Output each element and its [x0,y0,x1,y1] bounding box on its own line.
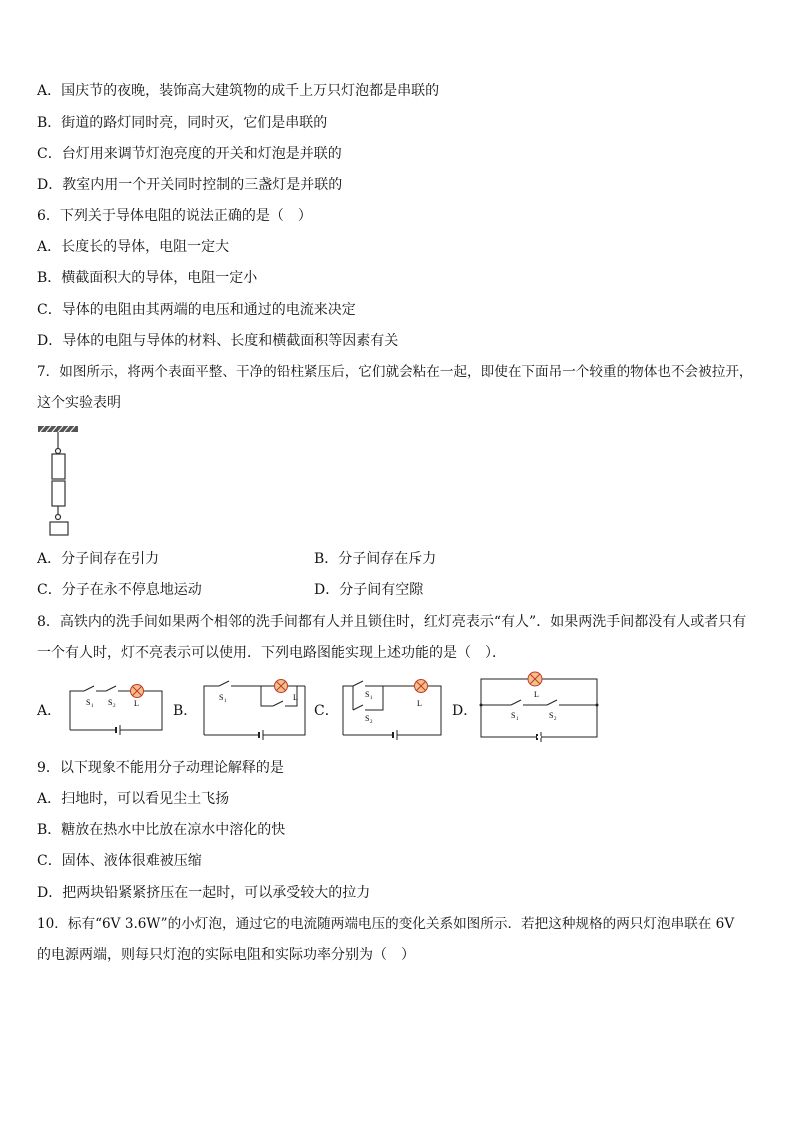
q8-option-b-letter: B． [173,703,198,719]
switch-s1-sub: 1 [224,699,227,704]
q5-option-d: D．教室内用一个开关同时控制的三盏灯是并联的 [37,177,343,193]
circuit-c [339,676,445,742]
q8-option-a-letter: A． [37,703,62,719]
q7-option-c: C．分子在永不停息地运动 [37,582,202,598]
q6-stem: 6．下列关于导体电阻的说法正确的是（ ） [37,208,312,224]
q9-option-a: A．扫地时，可以看见尘土飞扬 [37,791,230,807]
lamp-icon [131,685,144,698]
switch-s2-sub: 2 [113,704,116,709]
q6-option-d: D．导体的电阻与导体的材料、长度和横截面积等因素有关 [37,333,399,349]
q5-option-a: A．国庆节的夜晚，装饰高大建筑物的成千上万只灯泡都是串联的 [37,83,440,99]
switch-s1-sub: 1 [516,717,519,722]
switch-s1-sub: 1 [91,704,94,709]
q10-stem-line2: 的电源两端，则每只灯泡的实际电阻和实际功率分别为（ ） [37,947,415,963]
q7-stem-line1: 7．如图所示，将两个表面平整、干净的铅柱紧压后，它们就会粘在一起，即使在下面吊一个较重的物体也不会被拉开， [37,364,753,380]
q7-option-b: B．分子间存在斥力 [314,551,437,567]
switch-s1-sub: 1 [370,696,373,701]
switch-s2-sub: 2 [370,720,373,725]
q9-option-c: C．固体、液体很难被压缩 [37,853,202,869]
q7-option-a: A．分子间存在引力 [37,551,160,567]
switch-s2-label: S [365,714,370,723]
switch-s1-label: S [365,690,370,699]
q6-option-b: B．横截面积大的导体，电阻一定小 [37,270,258,286]
q6-option-a: A．长度长的导体，电阻一定大 [37,239,230,255]
lead-cylinders-figure [36,424,84,542]
q6-option-c: C．导体的电阻由其两端的电压和通过的电流来决定 [37,302,356,318]
lamp-label: L [293,693,298,702]
switch-s1-label: S [219,693,224,702]
q9-option-b: B．糖放在热水中比放在凉水中溶化的快 [37,822,286,838]
q8-stem-line2: 一个有人时，灯不亮表示可以使用．下列电路图能实现上述功能的是（ ）． [37,645,506,661]
q7-option-d: D．分子间有空隙 [314,582,424,598]
switch-s2-label: S [108,698,113,707]
switch-s1-label: S [86,698,91,707]
circuit-b [201,676,309,742]
q8-stem-line1: 8．高铁内的洗手间如果两个相邻的洗手间都有人并且锁住时，红灯亮表示“有人”．如果两洗手间都没有人或者只有 [37,614,747,630]
circuit-d [477,667,601,743]
q9-option-d: D．把两块铅紧紧挤压在一起时，可以承受较大的拉力 [37,885,371,901]
q5-option-b: B．街道的路灯同时亮，同时灭，它们是串联的 [37,115,328,131]
q10-stem-line1: 10．标有“6V 3.6W”的小灯泡，通过它的电流随两端电压的变化关系如图所示．若把这种规格的两只灯泡串联在 6V [37,916,735,932]
q9-stem: 9．以下现象不能用分子动理论解释的是 [37,760,284,776]
lamp-label: L [417,699,422,708]
switch-s1-label: S [511,711,516,720]
q8-option-c-letter: C． [314,703,339,719]
switch-s2-label: S [549,711,554,720]
lamp-icon [415,680,428,693]
q8-option-d-letter: D． [452,703,478,719]
lamp-label: L [134,699,139,708]
q5-option-c: C．台灯用来调节灯泡亮度的开关和灯泡是并联的 [37,146,342,162]
lamp-label: L [534,690,539,699]
lamp-icon [528,672,542,686]
switch-s2-sub: 2 [554,717,557,722]
circuit-a [66,682,166,740]
q7-stem-line2: 这个实验表明 [37,395,121,411]
lamp-icon [275,680,288,693]
